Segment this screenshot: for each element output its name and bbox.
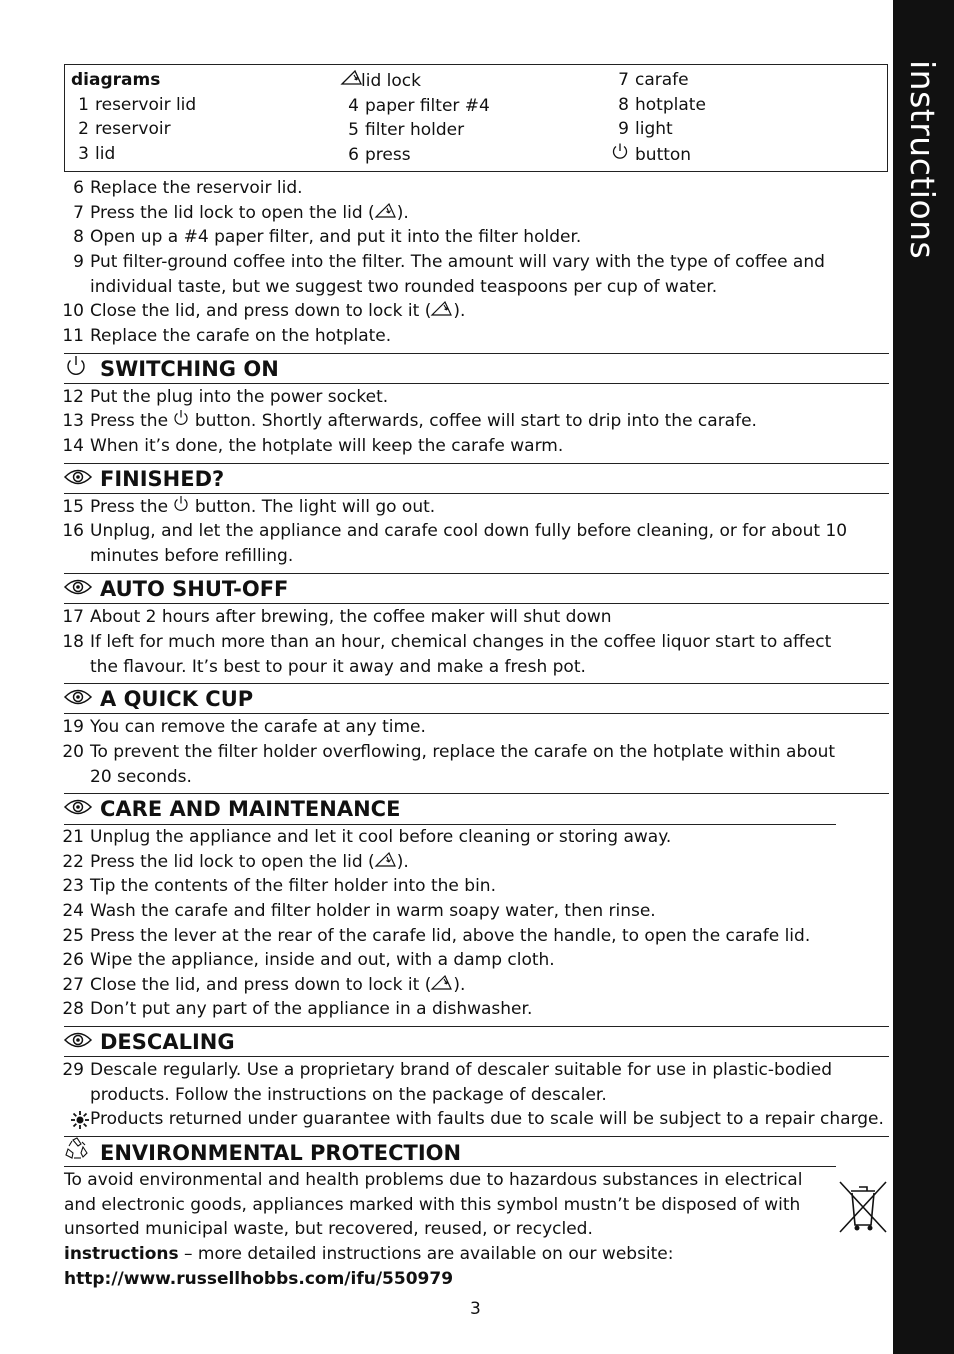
- sidebar-title: instructions: [903, 60, 942, 260]
- section-heading: SWITCHING ON: [64, 354, 279, 384]
- diagrams-box: [64, 64, 888, 172]
- lid-lock-icon: [375, 202, 397, 218]
- diagram-item: 5 filter holder: [348, 120, 465, 140]
- step-item: 24 Wash the carafe and filter holder in warm soapy water, then rinse.: [62, 901, 656, 921]
- step-item: 20 To prevent the filter holder overflowing, replace the carafe on the hotplate within about 20 seconds.: [62, 742, 836, 787]
- step-item: 16 Unplug, and let the appliance and carafe cool down fully before cleaning, or for about 10 minutes before refilling.: [62, 521, 848, 566]
- diagram-item: 3 lid: [78, 143, 116, 164]
- website-line: instructions – more detailed instructions are available on our website:: [64, 1244, 674, 1264]
- step-item: 11 Replace the carafe on the hotplate.: [62, 326, 392, 346]
- step-item: 10 Close the lid, and press down to lock it ( ).: [62, 301, 466, 321]
- eye-icon: [64, 465, 94, 493]
- step-item: 6 Replace the reservoir lid.: [73, 178, 303, 198]
- section-heading: A QUICK CUP: [64, 684, 253, 713]
- diagram-item: 7 carafe: [618, 70, 689, 90]
- divider: [64, 1166, 836, 1167]
- diagram-item: lid lock: [341, 68, 490, 94]
- section-heading: AUTO SHUT-OFF: [64, 574, 288, 603]
- eye-icon: [64, 1028, 94, 1056]
- eye-icon: [64, 575, 94, 603]
- lid-lock-icon: [375, 851, 397, 867]
- website-link[interactable]: http://www.russellhobbs.com/ifu/550979: [64, 1269, 454, 1289]
- power-icon: [64, 355, 94, 384]
- section-heading: FINISHED?: [64, 464, 224, 493]
- diagram-item: 9 light: [618, 119, 673, 139]
- diagrams-col-3: [611, 68, 706, 167]
- step-item: 9 Put filter-ground coffee into the filter. The amount will vary with the type of coffee and individual taste, but we suggest two rounded teaspoons per cup of water.: [73, 252, 825, 297]
- step-item: 29 Descale regularly. Use a proprietary brand of descaler suitable for use in plastic-bodied products. Follow the instructions on the package of descaler.: [62, 1060, 832, 1105]
- diagram-item: 1 reservoir lid: [78, 94, 197, 115]
- eye-icon: [64, 795, 94, 823]
- step-item: 27 Close the lid, and press down to lock it ( ).: [62, 975, 466, 995]
- page-number: 3: [470, 1299, 481, 1319]
- diagrams-heading: diagrams: [71, 70, 161, 90]
- diagram-item: 6 press: [348, 144, 411, 165]
- section-heading: ENVIRONMENTAL PROTECTION: [64, 1137, 461, 1168]
- warning-sun-icon: [60, 1107, 84, 1135]
- step-item: 21 Unplug the appliance and let it cool before cleaning or storing away.: [62, 827, 672, 847]
- power-icon: [611, 142, 629, 168]
- power-icon: [173, 409, 189, 426]
- diagrams-col-1: [71, 68, 196, 166]
- diagram-item: 2 reservoir: [78, 119, 171, 139]
- step-item: 13 Press the button. Shortly afterwards, coffee will start to drip into the carafe.: [62, 411, 757, 431]
- step-item: 25 Press the lever at the rear of the carafe lid, above the handle, to open the carafe lid.: [62, 926, 811, 946]
- section-heading: DESCALING: [64, 1027, 235, 1056]
- power-icon: [173, 495, 189, 512]
- diagram-item: 8 hotplate: [618, 94, 706, 115]
- diagram-item: button: [611, 142, 706, 168]
- step-item: 17 About 2 hours after brewing, the coffee maker will shut down: [62, 607, 612, 627]
- divider: [64, 493, 889, 494]
- diagram-item: 4 paper filter #4: [348, 95, 490, 116]
- step-item: 7 Press the lid lock to open the lid ( ).: [73, 203, 409, 223]
- step-item: 26 Wipe the appliance, inside and out, with a damp cloth.: [62, 950, 555, 970]
- lid-lock-icon: [431, 974, 453, 990]
- weee-bin-icon: [836, 1178, 890, 1240]
- step-item: 8 Open up a #4 paper filter, and put it into the filter holder.: [73, 227, 582, 247]
- step-item: 18 If left for much more than an hour, chemical changes in the coffee liquor start to affect the flavour. It’s best to pour it away and make a fresh pot.: [62, 632, 832, 677]
- divider: [64, 383, 889, 384]
- step-item: Products returned under guarantee with faults due to scale will be subject to a repair charge.: [60, 1107, 890, 1132]
- step-item: 22 Press the lid lock to open the lid ( ).: [62, 852, 409, 872]
- lid-lock-icon: [341, 68, 359, 94]
- environment-text: To avoid environmental and health problems due to hazardous substances in electrical and electronic goods, appliances marked with this symbol mustn’t be disposed of with unsorted municipal waste, but recovered, reused, or recycled.: [64, 1170, 803, 1239]
- lid-lock-icon: [431, 300, 453, 316]
- diagrams-col-2: [341, 68, 490, 167]
- divider: [64, 1056, 889, 1057]
- step-item: 19 You can remove the carafe at any time.: [62, 717, 426, 737]
- step-item: 23 Tip the contents of the filter holder into the bin.: [62, 876, 496, 896]
- divider: [64, 603, 889, 604]
- divider: [64, 713, 889, 714]
- step-item: 28 Don’t put any part of the appliance in a dishwasher.: [62, 999, 533, 1019]
- eye-icon: [64, 685, 94, 713]
- section-heading: CARE AND MAINTENANCE: [64, 794, 400, 823]
- step-item: 14 When it’s done, the hotplate will keep the carafe warm.: [62, 436, 564, 456]
- step-item: 12 Put the plug into the power socket.: [62, 387, 389, 407]
- step-item: 15 Press the button. The light will go out.: [62, 497, 436, 517]
- recycle-icon: [64, 1137, 94, 1168]
